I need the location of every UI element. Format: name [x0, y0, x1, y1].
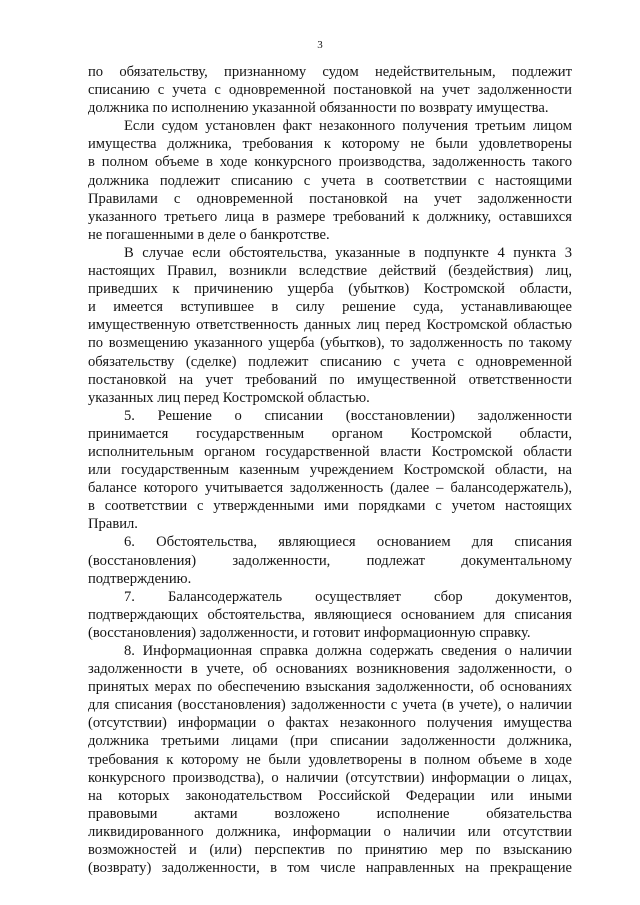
text-line: должника третьими лицами (при списании задолженности должника,	[88, 733, 572, 750]
text-line: указанного третьего лица в размере требований к должнику, оставшихся	[88, 208, 572, 225]
text-line: в соответствии с утвержденными ими порядками с учетом настоящих	[88, 498, 572, 515]
text-line: принятых мерах по обеспечению взыскания задолженности, об основаниях	[88, 679, 572, 696]
text-line: по обязательству, признанному судом недействительным, подлежит	[88, 64, 572, 80]
text-line: подтверждению.	[88, 570, 192, 587]
text-line: обязательству (сделке) подлежит списанию с учета с одновременной	[88, 353, 572, 370]
text-line: 6. Обстоятельства, являющиеся основанием для списания	[124, 534, 572, 551]
text-line: исполнительным органом государственной власти Костромской области	[88, 443, 572, 460]
text-line: конкурсного производства), о наличии (отсутствии) информации о лицах,	[88, 769, 572, 786]
text-line: требования к которому не были удовлетворены в полном объеме в ходе	[88, 751, 572, 768]
text-line: правовыми актами возложено исполнение обязательства	[88, 805, 572, 822]
text-line: В случае если обстоятельства, указанные в подпункте 4 пункта 3	[124, 244, 572, 261]
text-line: (отсутствии) информации о фактах незаконного получения имущества	[88, 715, 572, 732]
text-line: имущественную ответственность данных лиц перед Костромской областью	[88, 317, 572, 334]
text-line: балансе которого учитывается задолженность (далее – балансодержатель),	[88, 480, 572, 497]
text-line: (восстановления) задолженности, подлежат документальному	[88, 552, 572, 569]
text-line: указанных лиц перед Костромской областью.	[88, 389, 370, 406]
text-line: настоящих Правил, возникли вследствие действий (бездействия) лиц,	[88, 263, 572, 280]
text-line: (возврату) задолженности, в том числе направленных на прекращение	[88, 860, 572, 877]
text-line: имущества должника, требования к которому не были удовлетворены	[88, 136, 572, 153]
text-line: должника подлежит списанию с учета в соответствии с настоящими	[88, 172, 572, 189]
text-line: должника по исполнению указанной обязанности по возврату имущества.	[88, 100, 549, 117]
text-line: ликвидированного должника, информации о наличии или отсутствии	[88, 823, 572, 840]
text-line: задолженности в учете, об основаниях возникновения задолженности, о	[88, 661, 572, 678]
text-line: возможностей и (или) перспектив по принятию мер по взысканию	[88, 842, 572, 859]
text-line: Если судом установлен факт незаконного получения третьим лицом	[124, 118, 572, 135]
text-line: или государственным казенным учреждением Костромской области, на	[88, 462, 572, 479]
text-line: подтверждающих обстоятельства, являющиеся основанием для списания	[88, 606, 572, 623]
text-line: и имеется вступившее в силу решение суда, устанавливающее	[88, 299, 572, 316]
text-line: в полном объеме в ходе конкурсного производства, задолженность такого	[88, 154, 572, 171]
text-line: приведших к причинению ущерба (убытков) Костромской области,	[88, 281, 572, 298]
page-number: 3	[317, 39, 323, 51]
text-line: списанию с учета с одновременной постановкой на учет задолженности	[88, 82, 572, 99]
text-line: по возмещению указанного ущерба (убытков), то задолженность по такому	[88, 335, 572, 352]
text-line: Правил.	[88, 516, 138, 533]
text-line: 5. Решение о списании (восстановлении) задолженности	[124, 407, 572, 424]
text-line: 8. Информационная справка должна содержать сведения о наличии	[124, 643, 572, 659]
text-line: 7. Балансодержатель осуществляет сбор документов,	[124, 588, 572, 605]
text-line: для списания (восстановления) задолженности с учета (в учете), о наличии	[88, 697, 572, 714]
text-line: на которых законодательством Российской Федерации или иными	[88, 787, 572, 804]
text-line: принимается государственным органом Костромской области,	[88, 425, 572, 442]
document-body	[88, 63, 572, 877]
text-line: (восстановления) задолженности, и готовит информационную справку.	[88, 624, 531, 641]
text-line: Правилами с одновременной постановкой на учет задолженности	[88, 190, 572, 207]
text-line: постановкой на учет требований по имущественной ответственности	[88, 371, 572, 388]
text-line: не погашенными в деле о банкротстве.	[88, 226, 330, 243]
